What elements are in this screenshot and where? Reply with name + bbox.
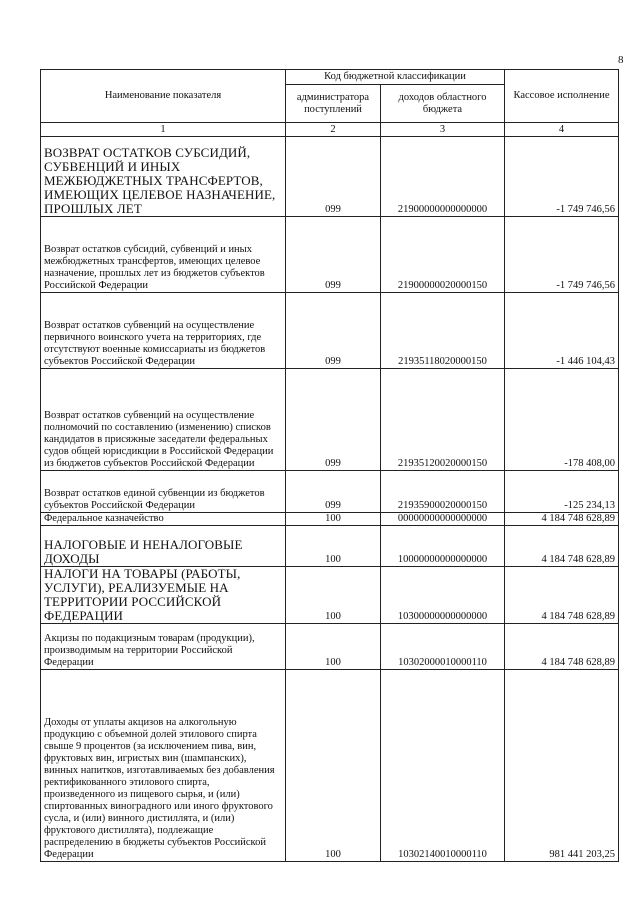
table-row (41, 526, 619, 567)
table-row (41, 293, 619, 369)
row-name: Возврат остатков субсидий, субвенций и иных межбюджетных трансфертов, имеющих целевое назначение, прошлых лет из бюджетов субъектов Российской Федерации (41, 217, 286, 293)
header-admin: администратора поступлений (286, 85, 381, 123)
row-admin: 100 (286, 670, 381, 862)
header-num-4: 4 (505, 123, 619, 137)
row-admin: 099 (286, 293, 381, 369)
row-code: 21935118020000150 (381, 293, 505, 369)
row-value: -1 446 104,43 (505, 293, 619, 369)
row-value: 4 184 748 628,89 (505, 513, 619, 526)
header-num-2: 2 (286, 123, 381, 137)
row-value: -125 234,13 (505, 471, 619, 513)
row-code: 10000000000000000 (381, 526, 505, 567)
header-num-3: 3 (381, 123, 505, 137)
page-number: 8 (618, 54, 624, 66)
row-admin: 100 (286, 624, 381, 670)
row-value: -1 749 746,56 (505, 137, 619, 217)
row-code: 21900000020000150 (381, 217, 505, 293)
row-name: НАЛОГОВЫЕ И НЕНАЛОГОВЫЕ ДОХОДЫ (41, 526, 286, 567)
row-code: 00000000000000000 (381, 513, 505, 526)
row-value: 4 184 748 628,89 (505, 567, 619, 624)
table-row (41, 567, 619, 624)
row-code: 10302000010000110 (381, 624, 505, 670)
row-name: Возврат остатков субвенций на осуществление первичного воинского учета на территориях, где отсутствуют военные комиссариаты из бюджетов субъектов Российской Федерации (41, 293, 286, 369)
table-row (41, 624, 619, 670)
row-admin: 099 (286, 471, 381, 513)
row-name: Возврат остатков единой субвенции из бюджетов субъектов Российской Федерации (41, 471, 286, 513)
header-num-1: 1 (41, 123, 286, 137)
budget-table (40, 69, 619, 862)
table-row (41, 369, 619, 471)
row-name: Акцизы по подакцизным товарам (продукции), производимым на территории Российской Федерации (41, 624, 286, 670)
row-admin: 100 (286, 567, 381, 624)
header-execution: Кассовое исполнение (505, 70, 619, 123)
row-admin: 099 (286, 137, 381, 217)
row-name: НАЛОГИ НА ТОВАРЫ (РАБОТЫ, УСЛУГИ), РЕАЛИЗУЕМЫЕ НА ТЕРРИТОРИИ РОССИЙСКОЙ ФЕДЕРАЦИИ (41, 567, 286, 624)
row-value: 981 441 203,25 (505, 670, 619, 862)
table-row (41, 513, 619, 526)
row-code: 10300000000000000 (381, 567, 505, 624)
row-value: 4 184 748 628,89 (505, 624, 619, 670)
row-code: 21935900020000150 (381, 471, 505, 513)
header-name: Наименование показателя (41, 70, 286, 123)
row-value: 4 184 748 628,89 (505, 526, 619, 567)
table-row (41, 217, 619, 293)
table-row (41, 137, 619, 217)
row-code: 21935120020000150 (381, 369, 505, 471)
table-row (41, 670, 619, 862)
row-name: Доходы от уплаты акцизов на алкогольную продукцию с объемной долей этилового спирта свыше 9 процентов (за исключением пива, вин, фруктовых вин, игристых вин (шампанских), винных напитков, изготавливаемых без добавления ректификованного этилового спирта, произведенного из пищевого сырья, и (или) спиртованных виноградного или иного фруктового сусла, и (или) винного дистиллята, и (или) фруктового дистиллята), подлежащие распределению в бюджеты субъектов Российской Федерации (41, 670, 286, 862)
row-name: ВОЗВРАТ ОСТАТКОВ СУБСИДИЙ, СУБВЕНЦИЙ И ИНЫХ МЕЖБЮДЖЕТНЫХ ТРАНСФЕРТОВ, ИМЕЮЩИХ ЦЕЛЕВОЕ НАЗНАЧЕНИЕ, ПРОШЛЫХ ЛЕТ (41, 137, 286, 217)
row-code: 10302140010000110 (381, 670, 505, 862)
header-code-group: Код бюджетной классификации (286, 70, 505, 85)
row-admin: 100 (286, 526, 381, 567)
header-income: доходов областного бюджета (381, 85, 505, 123)
row-admin: 099 (286, 217, 381, 293)
row-name: Федеральное казначейство (41, 513, 286, 526)
row-name: Возврат остатков субвенций на осуществление полномочий по составлению (изменению) списков кандидатов в присяжные заседатели федеральных судов общей юрисдикции в Российской Федерации из бюджетов субъектов Российской Федерации (41, 369, 286, 471)
row-admin: 100 (286, 513, 381, 526)
row-value: -1 749 746,56 (505, 217, 619, 293)
table-row (41, 471, 619, 513)
row-value: -178 408,00 (505, 369, 619, 471)
row-admin: 099 (286, 369, 381, 471)
row-code: 21900000000000000 (381, 137, 505, 217)
